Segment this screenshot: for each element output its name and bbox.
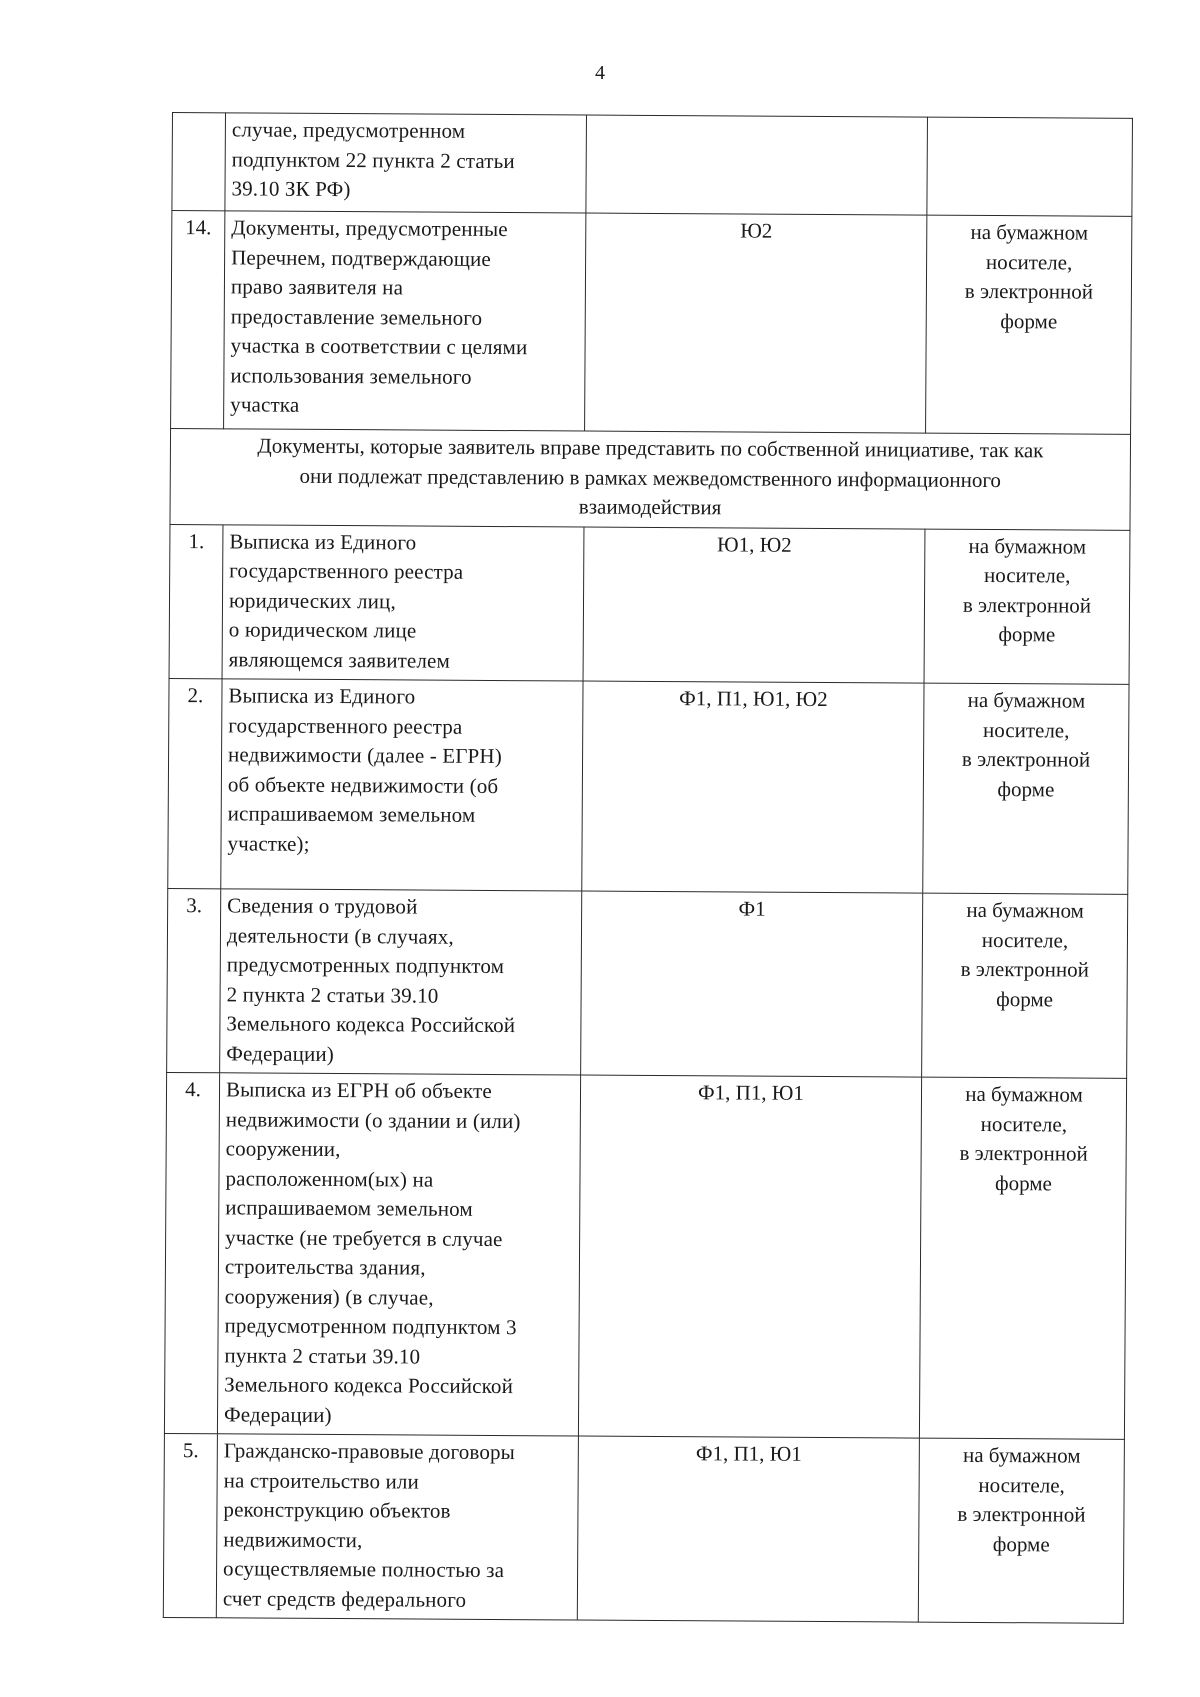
applicant-category: Ф1, П1, Ю1	[577, 1436, 919, 1622]
table-row	[168, 678, 1129, 894]
table-row	[163, 1433, 1124, 1623]
document-name: Выписка из Единого государственного реестра юридических лиц, о юридическом лице являющемся заявителем	[222, 524, 584, 681]
table-row	[167, 888, 1128, 1078]
document-sheet	[163, 112, 1132, 1624]
documents-table	[163, 112, 1133, 1624]
submission-form: на бумажном носителе, в электронной форме	[919, 1077, 1126, 1439]
applicant-category: Ф1, П1, Ю1, Ю2	[582, 681, 924, 893]
document-name: Документы, предусмотренные Перечнем, подтверждающие право заявителя на предоставление земельного участка в соответствии с целями использования земельного участка	[224, 211, 586, 431]
table-row	[169, 524, 1130, 684]
row-number	[172, 113, 226, 211]
submission-form: на бумажном носителе, в электронной форме	[926, 215, 1132, 434]
documents-table-body	[163, 113, 1132, 1624]
row-number: 3.	[167, 888, 221, 1072]
applicant-category	[586, 115, 928, 215]
applicant-category: Ю1, Ю2	[583, 527, 925, 684]
submission-form: на бумажном носителе, в электронной форме	[924, 529, 1130, 685]
document-name: Выписка из Единого государственного реестра недвижимости (далее - ЕГРН) об объекте недвижимости (об испрашиваемом земельном участке);	[221, 679, 583, 891]
row-number: 2.	[168, 678, 222, 888]
applicant-category: Ф1, П1, Ю1	[578, 1075, 921, 1438]
row-number: 4.	[164, 1072, 219, 1433]
table-row	[172, 113, 1133, 217]
submission-form	[927, 117, 1133, 216]
table-row	[171, 211, 1132, 435]
submission-form: на бумажном носителе, в электронной форме	[922, 893, 1128, 1078]
submission-form: на бумажном носителе, в электронной форме	[918, 1438, 1124, 1623]
section-header-row	[170, 428, 1131, 529]
document-name: случае, предусмотренном подпунктом 22 пункта 2 статьи 39.10 ЗК РФ)	[225, 113, 587, 213]
row-number: 1.	[169, 524, 223, 679]
applicant-category: Ю2	[585, 213, 927, 433]
submission-form: на бумажном носителе, в электронной форме	[923, 683, 1129, 894]
document-name: Выписка из ЕГРН об объекте недвижимости (о здании и (или) сооружении, расположенном(ых) на испрашиваемом земельном участке (не требуется в случае строительства здания, сооружения) (в случае, предусмотренном подпунктом 3 пункта 2 статьи 39.10 Земельного кодекса Российской Федерации)	[217, 1073, 580, 1436]
row-number: 5.	[163, 1433, 217, 1617]
document-name: Гражданско-правовые договоры на строительство или реконструкцию объектов недвижимости, осуществляемые полностью за счет средств федерального	[216, 1434, 578, 1620]
section-header: Документы, которые заявитель вправе представить по собственной инициативе, так как они подлежат представлению в рамках межведомственного информационного взаимодействия	[170, 428, 1131, 529]
table-row	[164, 1072, 1126, 1439]
applicant-category: Ф1	[581, 891, 923, 1077]
document-name: Сведения о трудовой деятельности (в случаях, предусмотренных подпунктом 2 пункта 2 статьи 39.10 Земельного кодекса Российской Федерации)	[220, 889, 582, 1075]
page-number: 4	[595, 62, 605, 84]
row-number: 14.	[171, 211, 225, 429]
